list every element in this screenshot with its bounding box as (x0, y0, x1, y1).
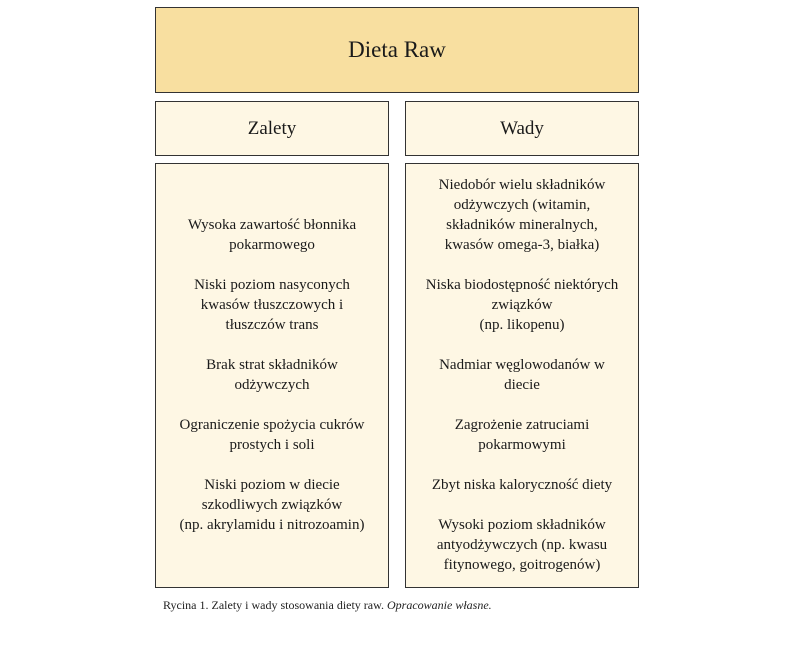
diagram-title-text: Dieta Raw (348, 37, 446, 62)
cons-header-text: Wady (500, 117, 544, 139)
pros-list (155, 163, 389, 588)
cons-item: Nadmiar węglowodanów w diecie (439, 357, 605, 393)
caption-main: Rycina 1. Zalety i wady stosowania diety raw. (163, 598, 388, 612)
cons-item: Niska biodostępność niektórych związków (np. likopenu) (425, 277, 619, 333)
cons-header (405, 101, 639, 156)
pros-header-text: Zalety (247, 117, 297, 139)
cons-item: Zbyt niska kaloryczność diety (431, 477, 613, 493)
cons-list (405, 163, 639, 588)
pros-item: Brak strat składników odżywczych (206, 357, 338, 393)
pros-item: Ograniczenie spożycia cukrów prostych i soli (179, 417, 365, 453)
cons-item: Wysoki poziom składników antyodżywczych (np. kwasu fitynowego, goitrogenów) (436, 517, 608, 573)
pros-item: Niski poziom w diecie szkodliwych związków (np. akrylamidu i nitrozoamin) (179, 477, 365, 533)
caption-source: Opracowanie własne. (387, 598, 492, 612)
cons-item: Zagrożenie zatruciami pokarmowymi (454, 417, 590, 453)
cons-item: Niedobór wielu składników odżywczych (witamin, składników mineralnych, kwasów omega-3, białka) (438, 177, 606, 253)
pros-item: Wysoka zawartość błonnika pokarmowego (187, 217, 357, 253)
diagram-title (155, 7, 639, 93)
figure-caption (163, 598, 492, 613)
pros-item: Niski poziom nasyconych kwasów tłuszczowych i tłuszczów trans (194, 277, 350, 333)
pros-header (155, 101, 389, 156)
